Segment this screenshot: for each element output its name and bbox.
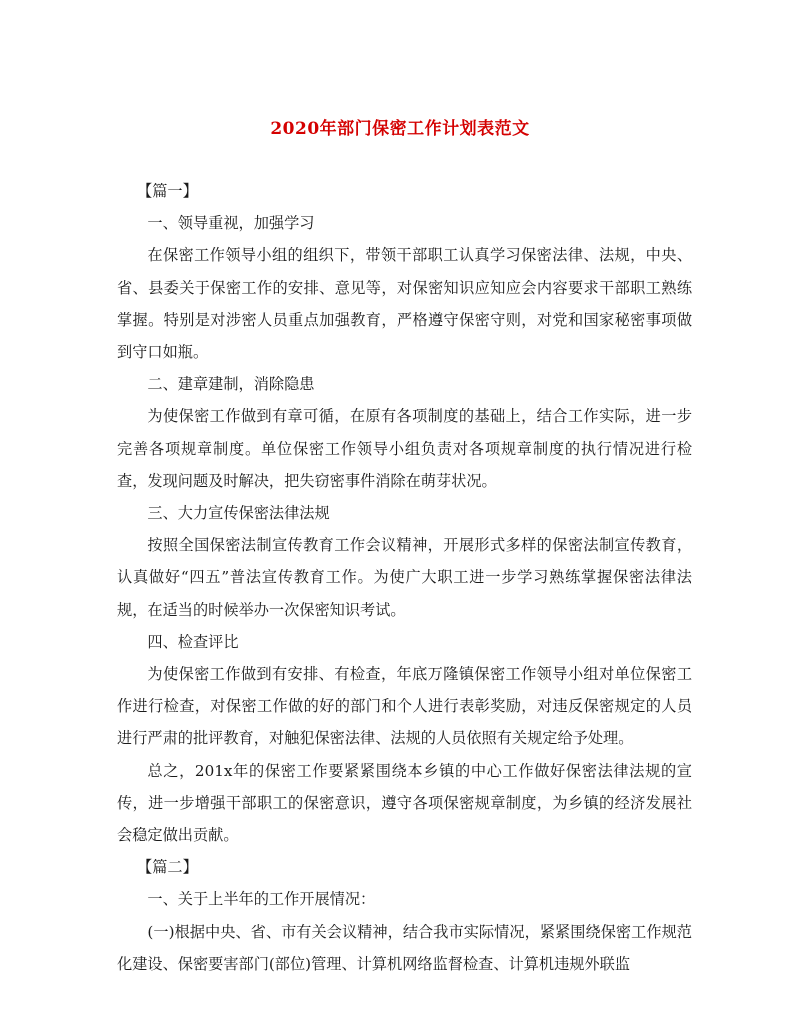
document-body: [117, 175, 692, 980]
section-heading: 二、建章建制，消除隐患: [147, 375, 315, 394]
section-heading: 三、大力宣传保密法律法规: [147, 504, 330, 523]
body-paragraph: 为使保密工作做到有章可循，在原有各项制度的基础上，结合工作实际，进一步完善各项规章制度。单位保密工作领导小组负责对各项规章制度的执行情况进行检查，发现问题及时解决，把失窃密事件消除在萌芽状况。: [117, 407, 692, 490]
body-paragraph: 总之，201x年的保密工作要紧紧围绕本乡镇的中心工作做好保密法律法规的宣传，进一步增强干部职工的保密意识，遵守各项保密规章制度，为乡镇的经济发展社会稳定做出贡献。: [117, 761, 692, 845]
section-marker: 【篇一】: [137, 182, 198, 200]
section-heading: 一、领导重视，加强学习: [147, 214, 315, 233]
body-paragraph: 为使保密工作做到有安排、有检查，年底万隆镇保密工作领导小组对单位保密工作进行检查，对保密工作做的好的部门和个人进行表彰奖励，对违反保密规定的人员进行严肃的批评教育，对触犯保密法律、法规的人员依照有关规定给予处理。: [117, 665, 692, 748]
section-heading: 四、检查评比: [147, 632, 239, 651]
body-paragraph: 在保密工作领导小组的组织下，带领干部职工认真学习保密法律、法规，中央、省、县委关于保密工作的安排、意见等，对保密知识应知应会内容要求干部职工熟练掌握。特别是对涉密人员重点加强教育，严格遵守保密守则，对党和国家秘密事项做到守口如瓶。: [117, 246, 692, 362]
document-title: 2020年部门保密工作计划表范文: [270, 119, 530, 139]
section-marker: 【篇二】: [137, 858, 198, 877]
body-paragraph: 按照全国保密法制宣传教育工作会议精神，开展形式多样的保密法制宣传教育，认真做好“四五”普法宣传教育工作。为使广大职工进一步学习熟练掌握保密法律法规，在适当的时候举办一次保密知识考试。: [117, 536, 692, 619]
section-heading: 一、关于上半年的工作开展情况：: [147, 890, 376, 909]
body-paragraph: (一)根据中央、省、市有关会议精神，结合我市实际情况，紧紧围绕保密工作规范化建设、保密要害部门(部位)管理、计算机网络监督检查、计算机违规外联监: [117, 922, 692, 973]
